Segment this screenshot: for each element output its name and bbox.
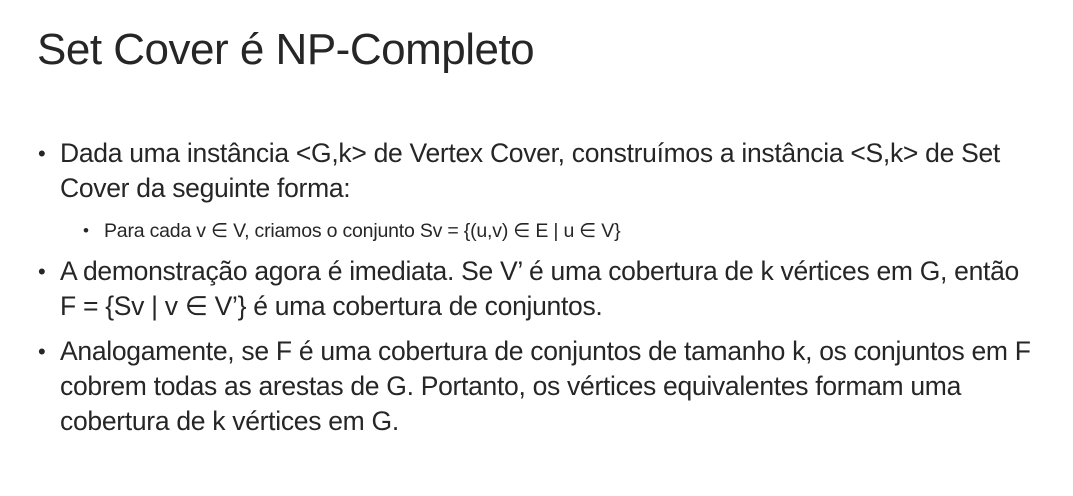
bullet-item bbox=[38, 136, 1038, 206]
bullet-text: Dada uma instância <G,k> de Vertex Cover, construímos a instância <S,k> de Set Cover da seguinte forma: bbox=[60, 138, 1000, 203]
bullet-text: Analogamente, se F é uma cobertura de conjuntos de tamanho k, os conjuntos em F cobrem todas as arestas de G. Portanto, os vértices equivalentes formam uma cobertura de k vértices em G. bbox=[60, 336, 1031, 436]
bullet-item bbox=[38, 334, 1038, 439]
slide-body bbox=[38, 136, 1038, 449]
sub-bullet-text: Para cada v ∈ V, criamos o conjunto Sv = {(u,v) ∈ E | u ∈ V} bbox=[104, 220, 621, 242]
sub-bullet-dot-icon: • bbox=[83, 221, 89, 240]
slide-title: Set Cover é NP-Completo bbox=[37, 25, 535, 74]
bullet-dot-icon: • bbox=[38, 141, 46, 166]
bullet-dot-icon: • bbox=[38, 339, 46, 364]
bullet-text: A demonstração agora é imediata. Se V’ é uma cobertura de k vértices em G, então F = {Sv | v ∈ V’} é uma cobertura de conjuntos. bbox=[60, 256, 1019, 321]
bullet-dot-icon: • bbox=[38, 259, 46, 284]
sub-bullet-item bbox=[38, 216, 1038, 246]
bullet-item bbox=[38, 254, 1038, 324]
